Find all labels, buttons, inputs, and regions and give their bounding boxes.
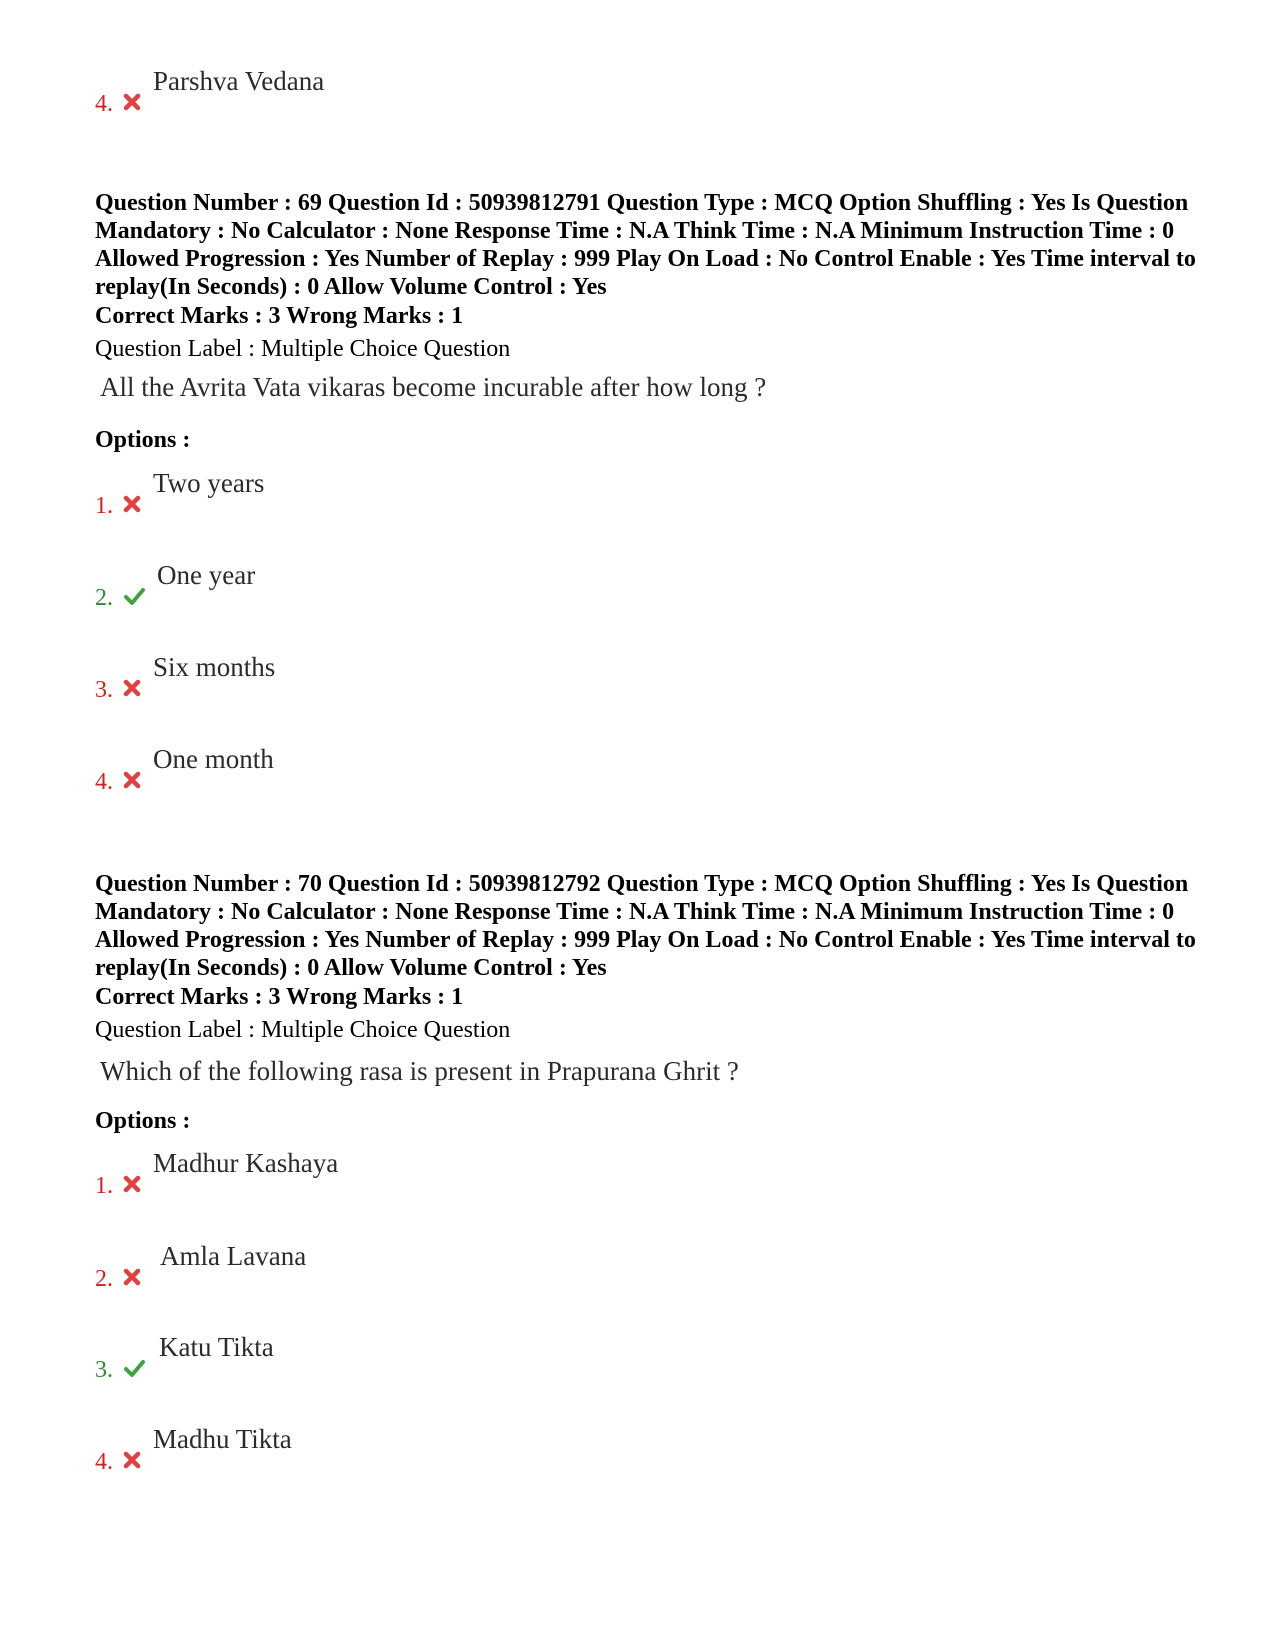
check-icon — [122, 1358, 146, 1378]
question-meta: Question Number : 70 Question Id : 50939812792 Question Type : MCQ Option Shuffling : Yes Is Question Mandatory : No Calculator : None Response Time : N.A Think Time : N.A Minimum Instruction Time : 0 Allowed Progression : Yes Number of Replay : 999 Play On Load : No Control Enable : Yes Time interval to replay(In Seconds) : 0 Allow Volume Control : Yes — [95, 871, 1196, 981]
option-item — [95, 1148, 695, 1198]
option-text: One month — [153, 744, 274, 774]
option-number: 1. — [95, 1173, 113, 1199]
cross-icon — [122, 1174, 142, 1194]
option-text: Six months — [153, 652, 276, 682]
option-item — [95, 560, 695, 610]
question-marks: Correct Marks : 3 Wrong Marks : 1 — [95, 984, 464, 1010]
question-meta: Question Number : 69 Question Id : 50939812791 Question Type : MCQ Option Shuffling : Yes Is Question Mandatory : No Calculator : None Response Time : N.A Think Time : N.A Minimum Instruction Time : 0 Allowed Progression : Yes Number of Replay : 999 Play On Load : No Control Enable : Yes Time interval to replay(In Seconds) : 0 Allow Volume Control : Yes — [95, 190, 1196, 300]
cross-icon — [122, 770, 142, 790]
option-number: 3. — [95, 1357, 113, 1383]
option-item — [95, 66, 695, 116]
question-label: Question Label : Multiple Choice Question — [95, 1017, 511, 1043]
option-number: 1. — [95, 493, 113, 519]
option-item — [95, 652, 695, 702]
option-text: Two years — [153, 468, 265, 498]
question-text: Which of the following rasa is present in Prapurana Ghrit ? — [100, 1056, 739, 1086]
check-icon — [122, 586, 146, 606]
option-item — [95, 1332, 695, 1382]
option-item — [95, 744, 695, 794]
cross-icon — [122, 1450, 142, 1470]
option-item — [95, 1424, 695, 1474]
cross-icon — [122, 678, 142, 698]
question-label: Question Label : Multiple Choice Question — [95, 336, 511, 362]
option-text: Katu Tikta — [159, 1332, 274, 1362]
option-number: 2. — [95, 1266, 113, 1292]
option-item — [95, 1241, 695, 1291]
option-number: 4. — [95, 769, 113, 795]
option-number: 3. — [95, 677, 113, 703]
option-text: One year — [157, 560, 256, 590]
option-number: 4. — [95, 1449, 113, 1475]
option-number: 4. — [95, 91, 113, 117]
options-heading: Options : — [95, 427, 191, 453]
options-heading: Options : — [95, 1108, 191, 1134]
question-text: All the Avrita Vata vikaras become incurable after how long ? — [100, 372, 767, 402]
option-text: Amla Lavana — [160, 1241, 307, 1271]
cross-icon — [122, 92, 142, 112]
option-text: Madhur Kashaya — [153, 1148, 339, 1178]
option-text: Parshva Vedana — [153, 66, 325, 96]
question-marks: Correct Marks : 3 Wrong Marks : 1 — [95, 303, 464, 329]
cross-icon — [122, 494, 142, 514]
cross-icon — [122, 1267, 142, 1287]
option-text: Madhu Tikta — [153, 1424, 292, 1454]
option-number: 2. — [95, 585, 113, 611]
option-item — [95, 468, 695, 518]
